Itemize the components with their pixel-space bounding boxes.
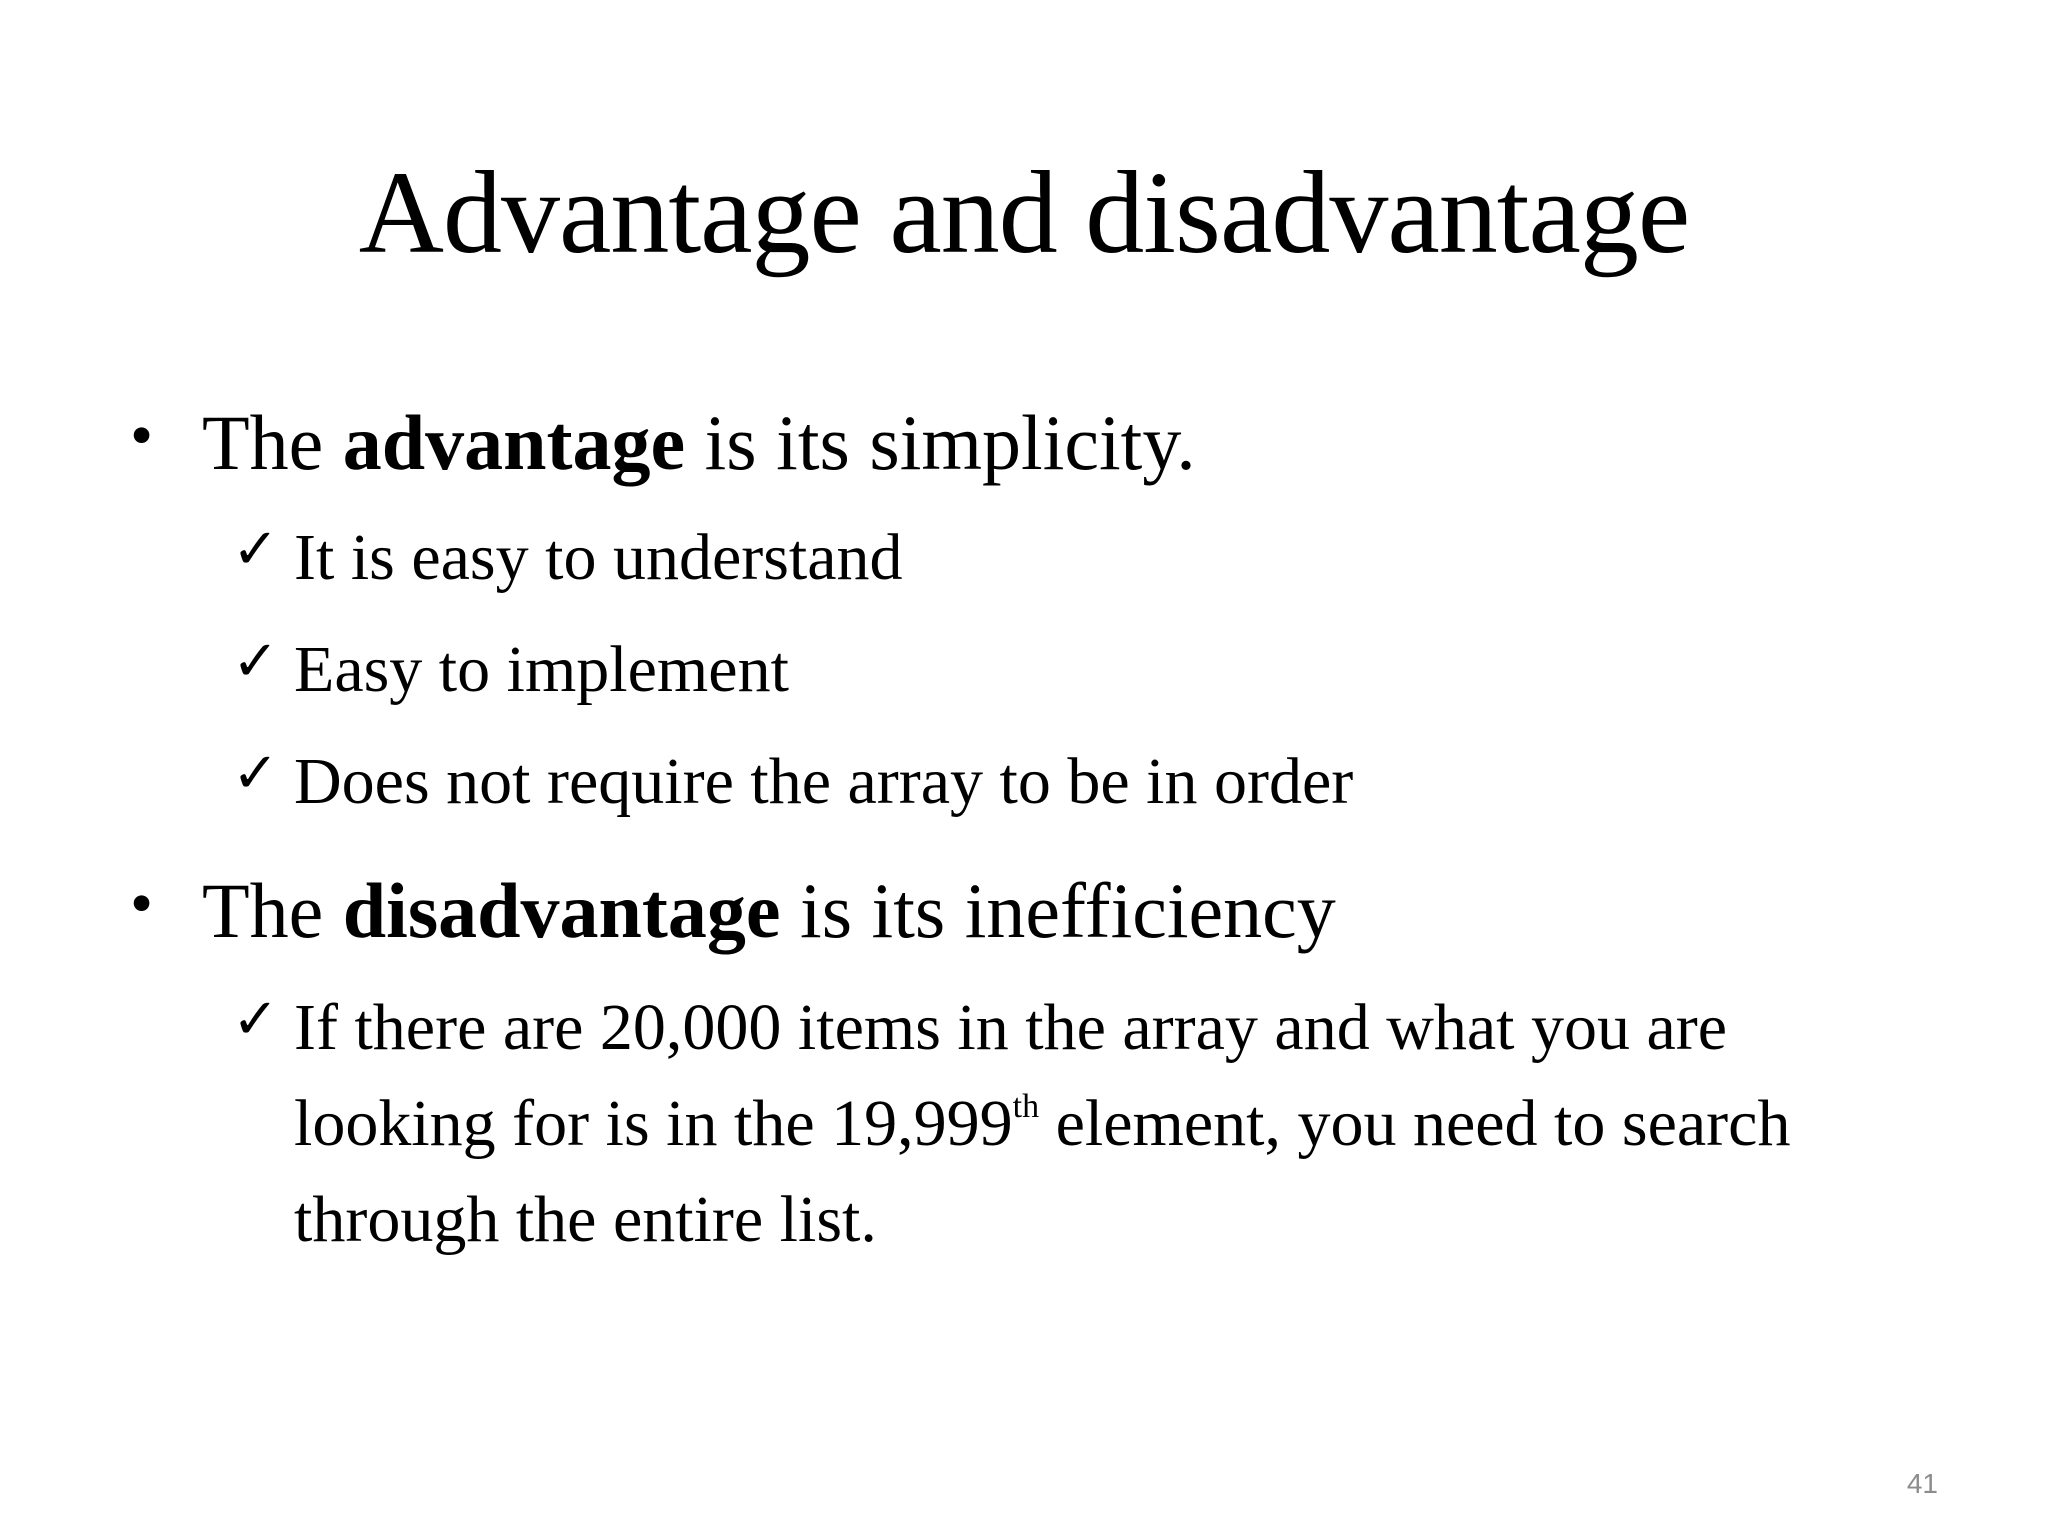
bullet-prefix: The [202, 867, 343, 954]
bullet-dot: • [130, 867, 154, 940]
bullet-suffix: is its simplicity. [685, 399, 1196, 486]
subitem-text-after: element, you need to search through the entire list. [294, 1087, 1791, 1256]
subitem-text: Does not require the array to be in order [294, 745, 1354, 818]
ordinal-superscript: th [1012, 1088, 1040, 1125]
subitem-text: It is easy to understand [294, 521, 903, 594]
checkmark-icon: ✓ [232, 629, 279, 694]
checkmark-icon: ✓ [232, 517, 279, 582]
bullet-prefix: The [202, 399, 343, 486]
page-number: 41 [1906, 1468, 1938, 1499]
checkmark-icon: ✓ [232, 987, 279, 1052]
bullet-text [202, 866, 1336, 956]
slide-title: Advantage and disadvantage [358, 147, 1690, 278]
bullet-bold-term: advantage [342, 399, 686, 486]
subitem-text-before: If there are 20,000 items in the array and what you are looking for is in the 19,999 [294, 991, 1728, 1160]
subitem-text [294, 980, 1934, 1268]
subitem-text: Easy to implement [294, 633, 789, 706]
bullet-dot: • [130, 399, 154, 472]
checkmark-icon: ✓ [232, 741, 279, 806]
bullet-text [202, 398, 1196, 488]
bullet-suffix: is its inefficiency [780, 867, 1336, 954]
bullet-bold-term: disadvantage [342, 867, 781, 954]
